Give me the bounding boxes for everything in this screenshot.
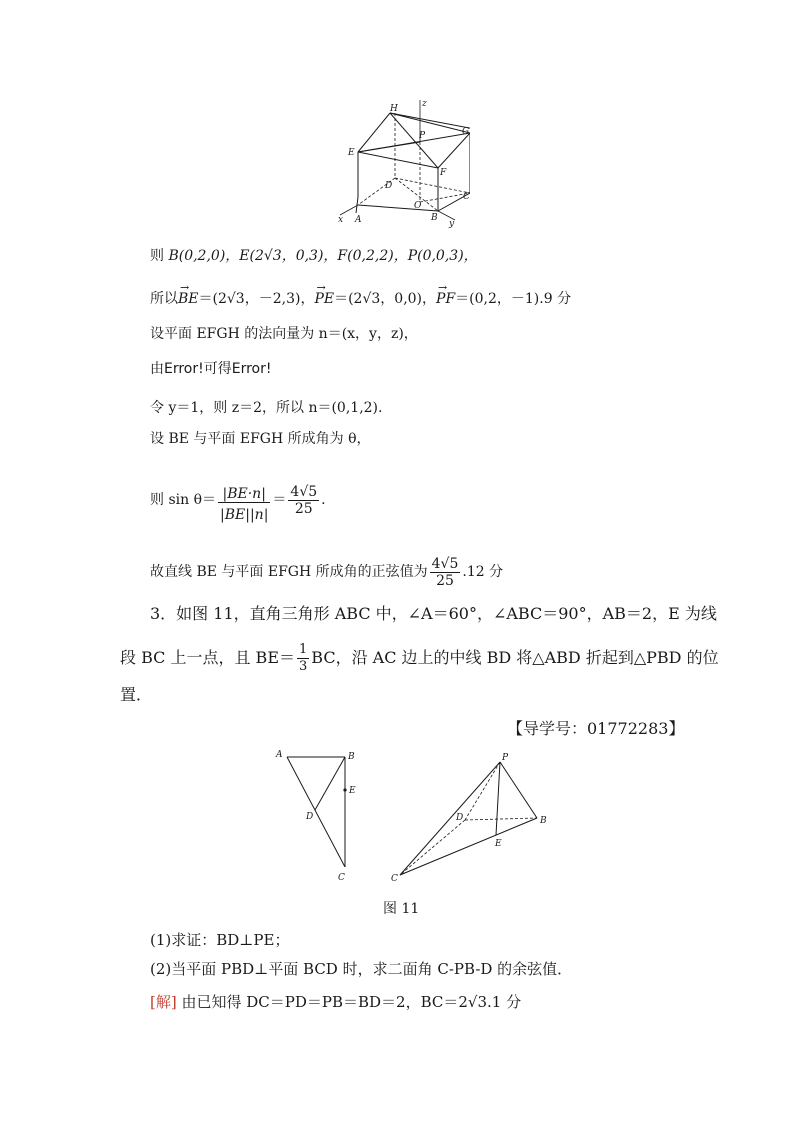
vector-be: → BE bbox=[178, 290, 199, 308]
cube-label-d: D bbox=[385, 181, 393, 191]
fig11-left-c: C bbox=[338, 873, 345, 883]
angle-theta-text: 设 BE 与平面 EFGH 所成角为 θ， bbox=[150, 431, 371, 447]
q3-part-1-text: (1)求证：BD⊥PE； bbox=[150, 931, 290, 949]
cube-label-p: P bbox=[419, 131, 426, 141]
solution-tag: [解] bbox=[150, 993, 177, 1011]
fig11-right-e: E bbox=[495, 839, 502, 849]
let-y-line bbox=[150, 399, 382, 417]
cube-label-o: O bbox=[414, 201, 422, 211]
sin-frac-num: |BE·n| bbox=[218, 478, 270, 503]
q3-text-1: 3．如图 11，直角三角形 ABC 中，∠A＝60°，∠ABC＝90°，AB＝2，E 为线 bbox=[150, 604, 717, 623]
fig11-left-e: E bbox=[349, 786, 356, 796]
error-text: 由Error!可得Error! bbox=[150, 361, 272, 377]
normal-vector-text: 设平面 EFGH 的法向量为 n＝(x，y，z)， bbox=[150, 326, 418, 342]
q3-text-2-pre: 段 BC 上一点，且 BE＝ bbox=[120, 648, 295, 667]
guide-number-text: 【导学号：01772283】 bbox=[507, 719, 685, 738]
q3-text-2-post: BC，沿 AC 边上的中线 BD 将△ABD 折起到△PBD 的位 bbox=[311, 648, 719, 667]
conclusion-suffix: .12 分 bbox=[462, 564, 504, 580]
cube-label-c: C bbox=[463, 192, 470, 202]
cube-label-h: H bbox=[390, 104, 398, 114]
sin-result-den: 25 bbox=[294, 500, 313, 517]
let-y-text: 令 y＝1，则 z＝2，所以 n＝(0,1,2). bbox=[150, 400, 383, 416]
vector-pf: → PF bbox=[436, 290, 455, 308]
sin-theta-line bbox=[150, 470, 326, 530]
cube-label-y: y bbox=[449, 219, 455, 229]
q3-part-2 bbox=[150, 958, 572, 980]
cube-label-g: G bbox=[462, 127, 470, 137]
fig11-right-p: P bbox=[502, 753, 509, 763]
coords-line bbox=[150, 247, 478, 265]
vectors-prefix: 所以 bbox=[150, 291, 178, 307]
cube-label-f: F bbox=[440, 168, 447, 178]
sin-frac-den: |BE||n| bbox=[220, 506, 269, 523]
fig11-right-c: C bbox=[391, 874, 398, 884]
cube-label-e: E bbox=[348, 148, 355, 158]
figure-11 bbox=[270, 745, 560, 890]
vector-pf-value: ＝(0,2，－1).9 分 bbox=[455, 291, 572, 307]
figure-11-caption-text: 图 11 bbox=[383, 901, 420, 917]
fig11-right-b: B bbox=[540, 816, 547, 826]
cube-label-a: A bbox=[355, 215, 362, 225]
vector-pe-value: ＝(2√3，0,0)， bbox=[334, 291, 437, 307]
conclusion-prefix: 故直线 BE 与平面 EFGH 所成角的正弦值为 bbox=[150, 564, 428, 580]
point-e-dot bbox=[343, 788, 346, 791]
normal-vector-line bbox=[150, 325, 418, 343]
solution-text: 由已知得 DC＝PD＝PB＝BD＝2，BC＝2√3.1 分 bbox=[176, 993, 522, 1011]
cube-label-b: B bbox=[431, 213, 438, 223]
q3-line-3 bbox=[120, 684, 152, 706]
fig11-left-b: B bbox=[348, 752, 355, 762]
q3-line-1 bbox=[150, 603, 717, 625]
q3-part-1 bbox=[150, 929, 289, 951]
fig11-left-d: D bbox=[306, 812, 314, 822]
coords-text: B(0,2,0)，E(2√3，0,3)，F(0,2,2)，P(0,0,3)， bbox=[168, 248, 478, 264]
cube-figure bbox=[330, 95, 470, 230]
q3-frac-den: 3 bbox=[299, 659, 308, 674]
vectors-line bbox=[150, 290, 571, 308]
cube-label-z: z bbox=[422, 99, 427, 109]
fig11-right-d: D bbox=[456, 813, 464, 823]
error-line bbox=[150, 360, 271, 378]
vector-pe: → PE bbox=[314, 290, 334, 308]
q3-part-2-text: (2)当平面 PBD⊥平面 BCD 时，求二面角 C-PB-D 的余弦值． bbox=[150, 960, 573, 978]
q3-text-3: 置． bbox=[120, 685, 153, 704]
q3-line-2 bbox=[120, 638, 719, 678]
conclusion-den: 25 bbox=[436, 572, 454, 589]
sin-prefix: 则 sin θ＝ bbox=[150, 492, 217, 508]
conclusion-line bbox=[150, 554, 503, 590]
cube-label-x: x bbox=[338, 215, 344, 225]
coords-prefix: 则 bbox=[150, 248, 169, 264]
angle-theta-line bbox=[150, 430, 371, 448]
q3-frac-num: 1 bbox=[299, 642, 308, 657]
sin-period: . bbox=[321, 492, 326, 508]
vector-be-value: ＝(2√3，－2,3)， bbox=[198, 291, 315, 307]
conclusion-num: 4√5 bbox=[431, 555, 459, 572]
fig11-left-a: A bbox=[276, 750, 283, 760]
guide-number bbox=[507, 718, 684, 740]
q3-solution bbox=[150, 991, 521, 1013]
figure-11-caption bbox=[383, 900, 419, 918]
sin-result-num: 4√5 bbox=[290, 483, 318, 500]
sin-equals: ＝ bbox=[272, 492, 287, 508]
